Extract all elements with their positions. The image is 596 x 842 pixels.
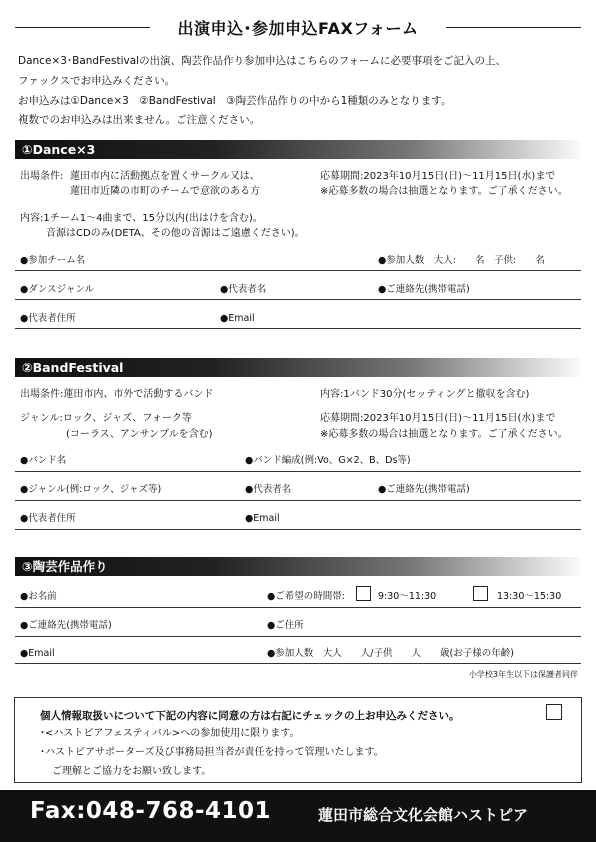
divider [15,529,581,530]
page-title: 出演申込･参加申込FAXフォーム [177,19,419,38]
guardian-note: 小学校3年生以下は保護者同伴 [468,670,578,679]
band-formation-field[interactable]: ●バンド編成(例:Vo、G×2、B、Ds等) [245,455,411,466]
divider [15,500,581,501]
time-slot-1-label: 9:30～11:30 [378,591,437,602]
dance-condition-label: 出場条件: [20,171,64,182]
section-title-band: ②BandFestival [22,360,124,375]
band-genre-field[interactable]: ●ジャンル(例:ロック、ジャズ等) [20,484,162,495]
dance-content: 内容:1チーム1～4曲まで、15分以内(出はけを含む)。 [20,213,263,224]
divider [15,328,581,329]
time-slot-2-checkbox[interactable] [473,586,488,601]
contact-phone-field[interactable]: ●ご連絡先(携帯電話) [378,284,470,295]
band-genre: (コーラス、アンサンブルを含む) [66,429,213,440]
time-slot-2-label: 13:30～15:30 [497,591,562,602]
section-title-pottery: ③陶芸作品作り [22,559,108,574]
divider [15,636,581,637]
section-header-dance [15,140,581,159]
dance-genre-field[interactable]: ●ダンスジャンル [20,284,95,295]
contact-phone-field[interactable]: ●ご連絡先(携帯電話) [378,484,470,495]
participant-count-field[interactable]: ●参加人数 大人 人/子供 人 歳(お子様の年齢) [267,648,514,659]
dance-content: 音源はCDのみ(DETA、その他の音源はご遠慮ください)。 [46,228,305,239]
band-genre: ジャンル:ロック、ジャズ、フォーク等 [20,413,192,424]
intro-line: 複数でのお申込みは出来ません。ご注意ください。 [18,114,261,126]
divider [15,299,581,300]
privacy-line: ･<ハストピアフェスティバル>への参加使用に限ります。 [40,728,300,739]
representative-address-field[interactable]: ●代表者住所 [20,313,76,324]
dance-condition: 蓮田市内に活動拠点を置くサークル又は、 [70,171,260,182]
divider [15,471,581,472]
contact-phone-field[interactable]: ●ご連絡先(携帯電話) [20,620,112,631]
time-slot-label: ●ご希望の時間帯: [267,591,345,602]
fax-number: Fax:048-768-4101 [30,798,272,824]
name-field[interactable]: ●お名前 [20,591,57,602]
email-field[interactable]: ●Email [20,648,55,659]
dance-condition: 蓮田市近隣の市町のチームで意欲のある方 [70,186,260,197]
address-field[interactable]: ●ご住所 [267,620,304,631]
band-condition: 出場条件:蓮田市内、市外で活動するバンド [20,389,214,400]
email-field[interactable]: ●Email [220,313,255,324]
representative-name-field[interactable]: ●代表者名 [220,284,267,295]
intro-line: お申込みは①Dance×3 ②BandFestival ③陶芸作品作りの中から1種類のみとなります。 [18,95,452,107]
band-name-field[interactable]: ●バンド名 [20,455,67,466]
email-field[interactable]: ●Email [245,513,280,524]
dance-period: 応募期間:2023年10月15日(日)～11月15日(水)まで [320,171,556,182]
band-content: 内容:1バンド30分(セッティングと撤収を含む) [320,389,530,400]
privacy-consent-checkbox[interactable] [546,704,562,720]
team-name-field[interactable]: ●参加チーム名 [20,255,86,266]
section-title-dance: ①Dance×3 [22,142,96,157]
representative-address-field[interactable]: ●代表者住所 [20,513,76,524]
time-slot-1-checkbox[interactable] [356,586,371,601]
intro-line: Dance×3･BandFestivalの出演、陶芸作品作り参加申込はこちらのフォームに必要事項をご記入の上、 [18,55,507,67]
privacy-heading: 個人情報取扱いについて下記の内容に同意の方は右記にチェックの上お申込みください。 [40,710,460,722]
divider [15,607,581,608]
band-period: 応募期間:2023年10月15日(日)～11月15日(水)まで [320,413,556,424]
intro-line: ファックスでお申込みください。 [18,75,176,87]
dance-lottery-note: ※応募多数の場合は抽選となります。ご了承ください。 [320,186,568,197]
venue-name: 蓮田市総合文化会館ハストピア [318,806,529,824]
privacy-line: ご理解とご協力をお願い致します。 [52,766,212,777]
divider [15,270,581,271]
divider [15,663,581,664]
representative-name-field[interactable]: ●代表者名 [245,484,292,495]
participant-count-field[interactable]: ●参加人数 大人: 名 子供: 名 [378,255,545,266]
privacy-line: ･ハストピアサポーターズ及び事務局担当者が責任を持って管理いたします。 [40,747,384,758]
band-lottery-note: ※応募多数の場合は抽選となります。ご了承ください。 [320,429,568,440]
